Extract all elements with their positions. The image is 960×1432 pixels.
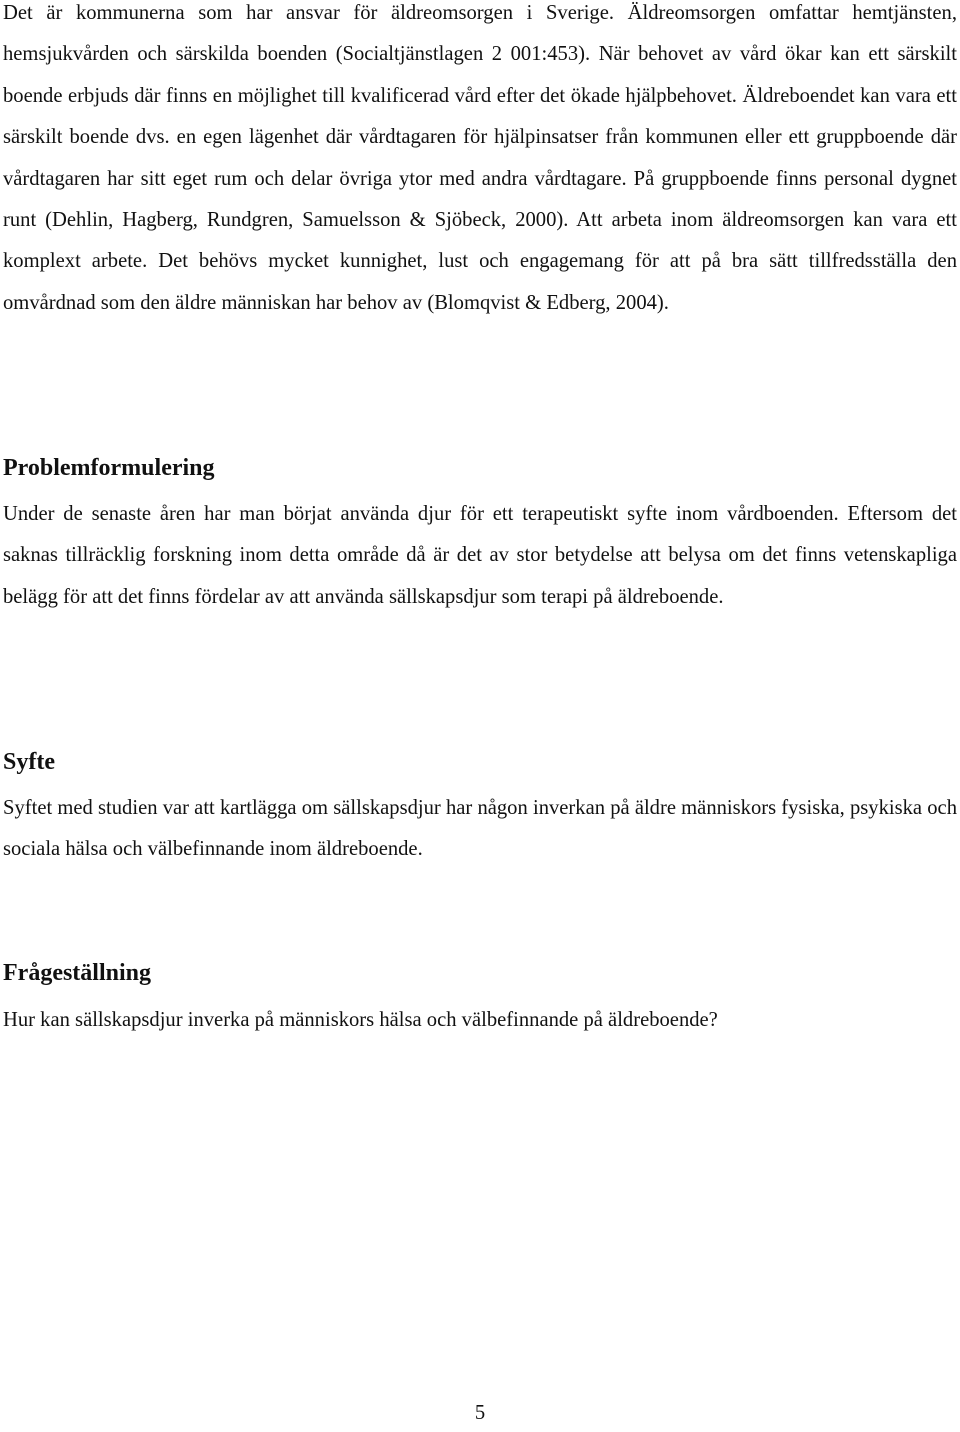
paragraph-problemformulering: Under de senaste åren har man börjat använda djur för ett terapeutiskt syfte inom vårdboenden. Eftersom det saknas tillräcklig forskning inom detta område då är det av stor betydelse att belysa om det finns vetenskapliga belägg för att det finns fördelar av att använda sällskapsdjur som terapi på äldreboende. (3, 503, 957, 608)
heading-syfte: Syfte (3, 749, 55, 775)
heading-problemformulering: Problemformulering (3, 455, 215, 481)
heading-fragestallning: Frågeställning (3, 960, 151, 986)
intro-paragraph: Det är kommunerna som har ansvar för äldreomsorgen i Sverige. Äldreomsorgen omfattar hemtjänsten, hemsjukvården och särskilda boenden (Socialtjänstlagen 2 001:453). När behovet av vård ökar kan ett särskilt boende erbjuds där finns en möjlighet till kvalificerad vård efter det ökade hjälpbehovet. Äldreboendet kan vara ett särskilt boende dvs. en egen lägenhet där vårdtagaren för hjälpinsatser från kommunen eller ett gruppboende där vårdtagaren har sitt eget rum och delar övriga ytor med andra vårdtagare. På gruppboende finns personal dygnet runt (Dehlin, Hagberg, Rundgren, Samuelsson & Sjöbeck, 2000). Att arbeta inom äldreomsorgen kan vara ett komplext arbete. Det behövs mycket kunnighet, lust och engagemang för att på bra sätt tillfredsställa den omvårdnad som den äldre människan har behov av (Blomqvist & Edberg, 2004). (3, 2, 957, 314)
page-number: 5 (474, 1402, 486, 1424)
paragraph-syfte: Syftet med studien var att kartlägga om sällskapsdjur har någon inverkan på äldre människors fysiska, psykiska och sociala hälsa och välbefinnande inom äldreboende. (3, 797, 957, 861)
paragraph-fragestallning: Hur kan sällskapsdjur inverka på människors hälsa och välbefinnande på äldreboende? (3, 1009, 718, 1031)
